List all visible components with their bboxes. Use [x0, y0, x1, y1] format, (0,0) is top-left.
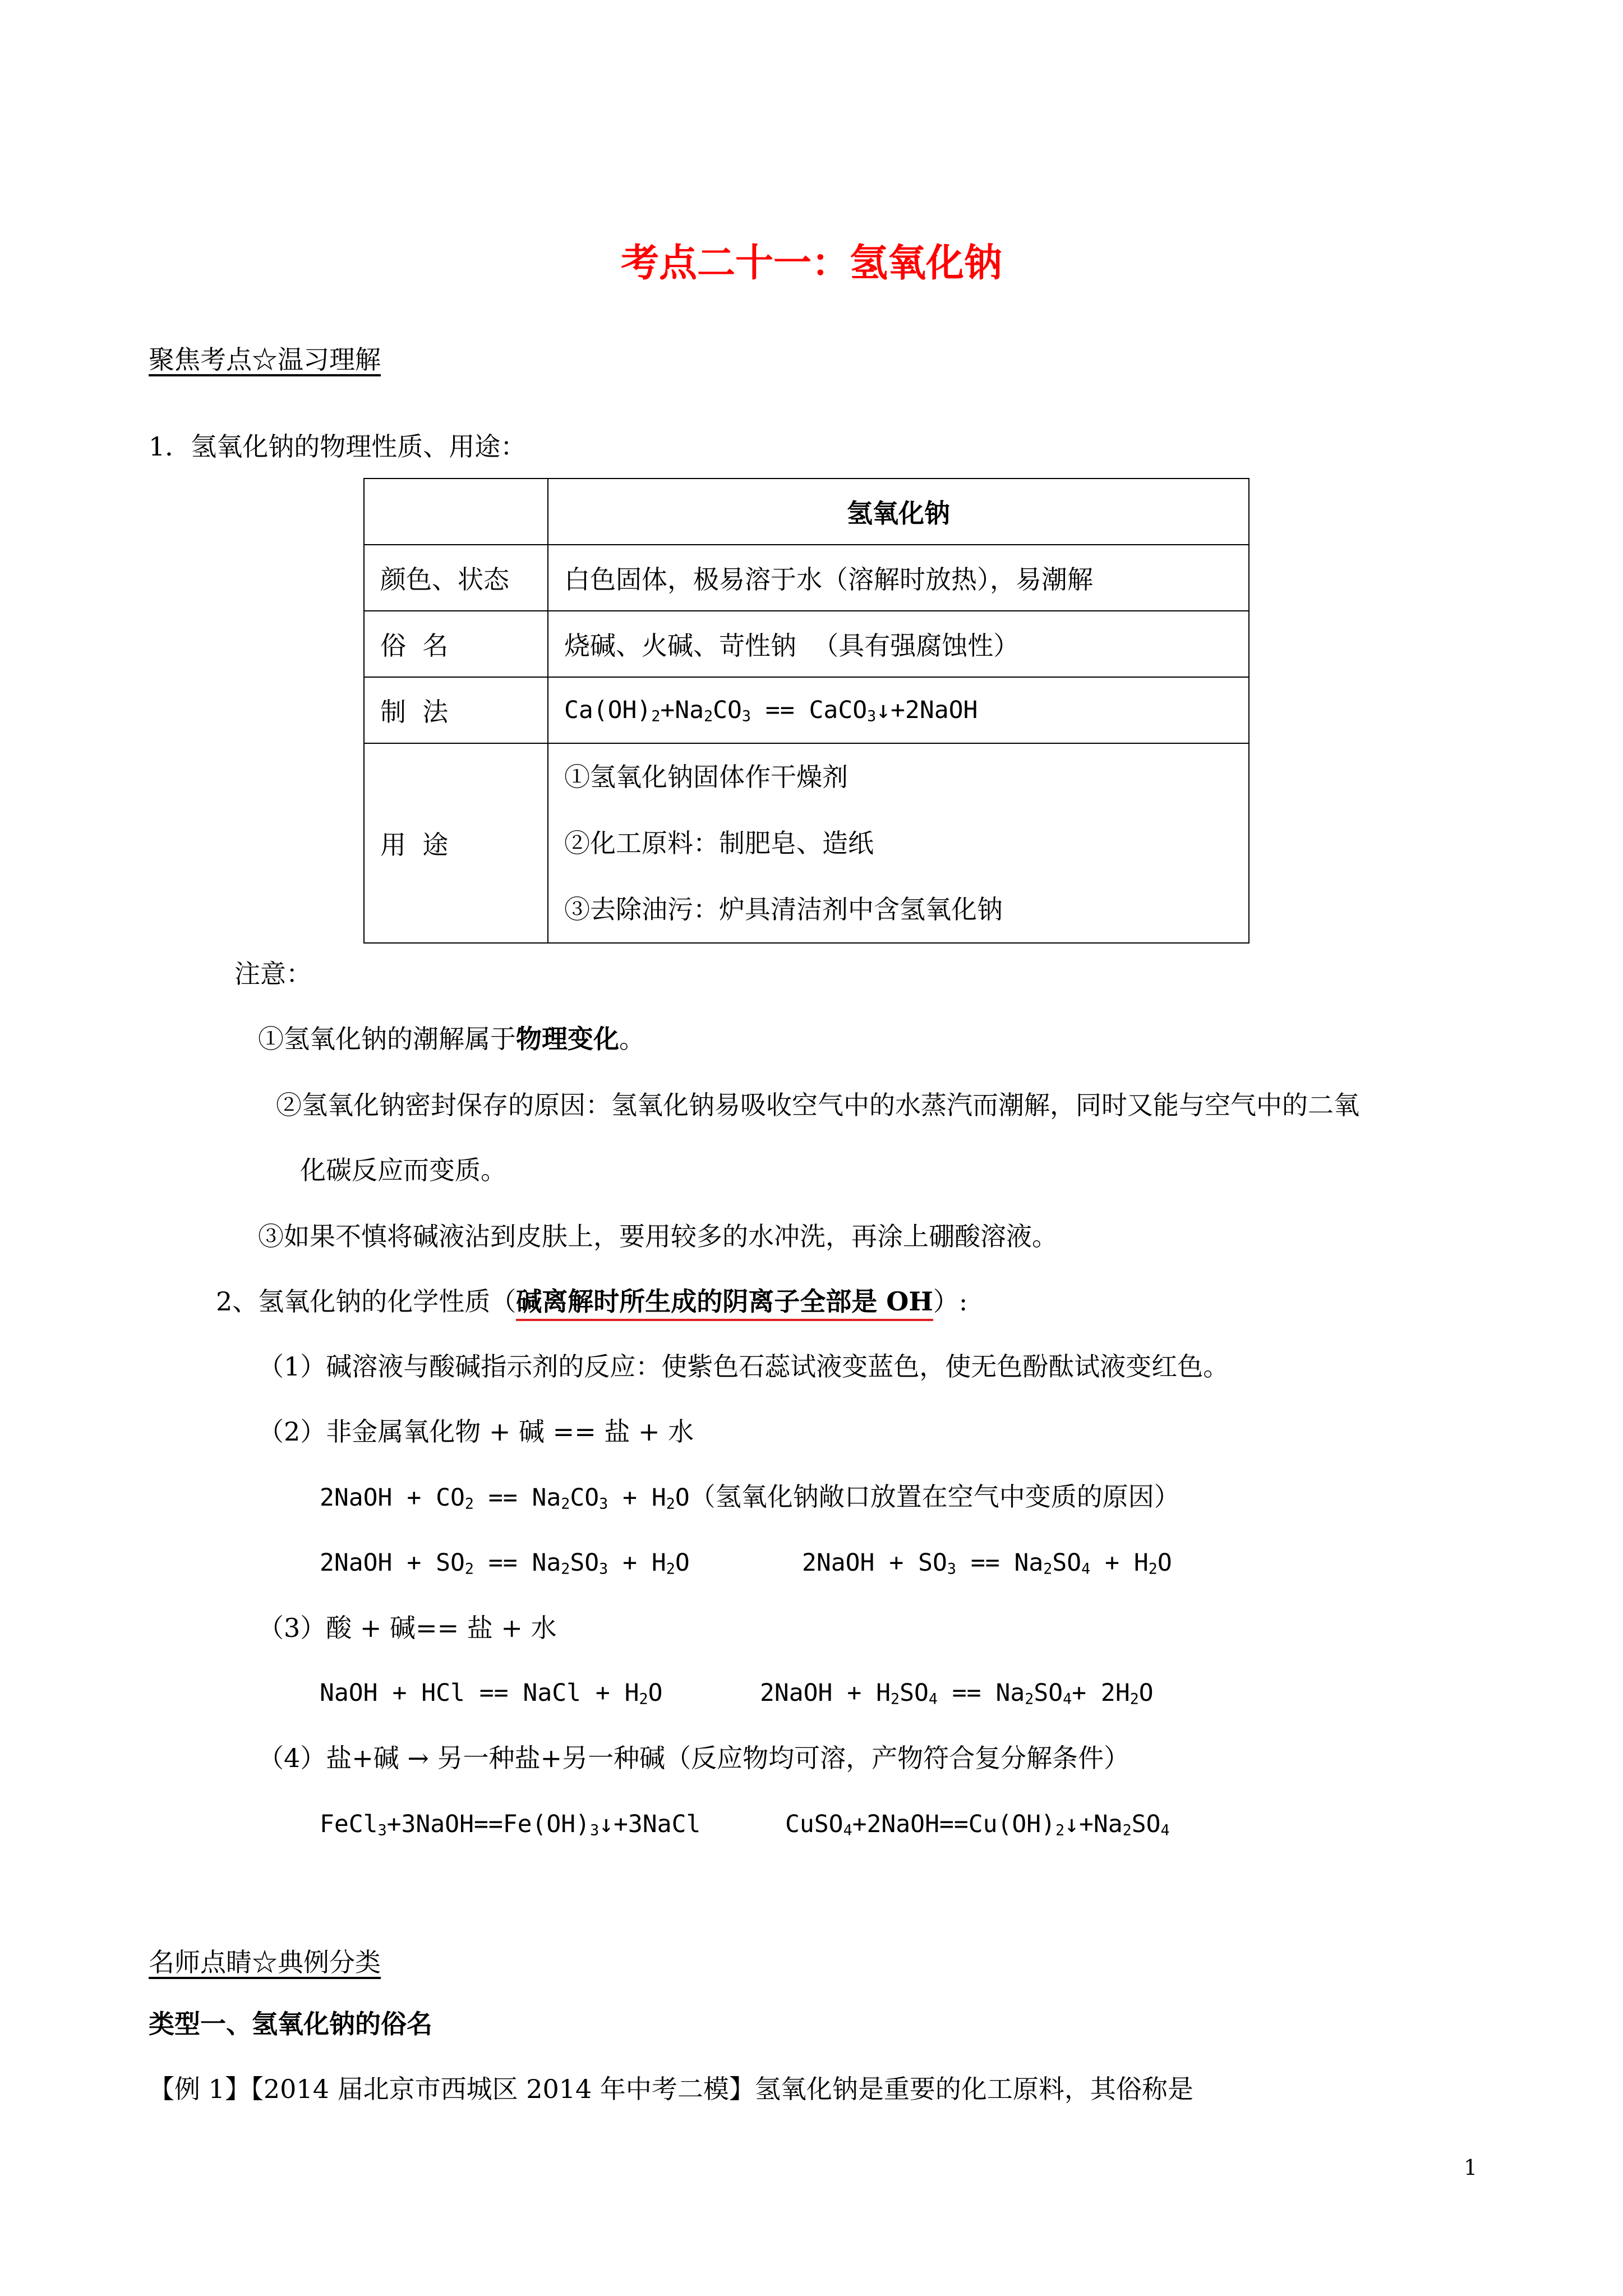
equation-fecl3: $FeCl_3+3NaOH==Fe(OH)_3↓+3NaCl$: [320, 1810, 701, 1839]
property-1: （1）碱溶液与酸碱指示剂的反应：使紫色石蕊试液变蓝色，使无色酚酞试液变红色。: [258, 1351, 1229, 1382]
equation-co2: 2NaOH + $CO_2 == Na_2CO_3 + H_2O$: [320, 1484, 690, 1513]
equation-cuso4: $CuSO_4+2NaOH==Cu(OH)_2↓+Na_2SO_4$: [785, 1810, 1170, 1839]
row-label-preparation: 制 法: [364, 677, 548, 743]
property-2: （2）非金属氧化物 + 碱 == 盐 + 水: [258, 1416, 694, 1447]
section-heading-examples: 名师点睛☆典例分类: [149, 1947, 381, 1977]
table-header: 氢氧化钠: [548, 478, 1249, 545]
equation-so2: 2NaOH + $SO_2 == Na_2SO_3 + H_2O$: [320, 1549, 690, 1578]
use-item-2: ②化工原料：制肥皂、造纸: [564, 828, 874, 858]
property-4: （4）盐+碱 → 另一种盐+另一种碱（反应物均可溶，产物符合复分解条件）: [258, 1743, 1130, 1773]
note-label: 注意：: [234, 959, 312, 989]
row-value-common-name: 烧碱、火碱、苛性钠 （具有强腐蚀性）: [548, 611, 1249, 677]
note-1: ①氢氧化钠的潮解属于物理变化。: [258, 1024, 645, 1054]
naoh-properties-table: [363, 478, 1249, 944]
section-heading-focus: 聚焦考点☆温习理解: [149, 344, 381, 375]
use-item-1: ①氢氧化钠固体作干燥剂: [564, 762, 848, 792]
note-2-line-1: ②氢氧化钠密封保存的原因：氢氧化钠易吸收空气中的水蒸汽而潮解，同时又能与空气中的二氧: [276, 1090, 1359, 1120]
property-3: （3）酸 + 碱== 盐 + 水: [258, 1613, 557, 1643]
row-label-uses: 用 途: [364, 743, 548, 943]
note-3: ③如果不慎将碱液沾到皮肤上，要用较多的水冲洗，再涂上硼酸溶液。: [258, 1221, 1058, 1251]
item-1-heading: 1．氢氧化钠的物理性质、用途：: [149, 431, 527, 462]
table-corner-cell: [364, 478, 548, 545]
equation-so3: 2NaOH + $SO_3 == Na_2SO_4 + H_2O$: [802, 1549, 1172, 1578]
type-1-heading: 类型一、氢氧化钠的俗名: [149, 2009, 432, 2039]
row-label-color-state: 颜色、状态: [364, 545, 548, 611]
item-2-heading: 2、氢氧化钠的化学性质（碱离解时所生成的阴离子全部是 OH）:: [216, 1286, 967, 1317]
row-label-common-name: 俗 名: [364, 611, 548, 677]
row-value-color-state: 白色固体，极易溶于水（溶解时放热），易潮解: [548, 545, 1249, 611]
row-value-preparation: $Ca(OH)_2+Na_2CO_3$ == CaCO$_3$↓+2NaOH: [548, 677, 1249, 743]
use-item-3: ③去除油污：炉具清洁剂中含氢氧化钠: [564, 894, 1003, 924]
note-2-line-2: 化碳反应而变质。: [300, 1155, 506, 1185]
row-value-uses: [548, 743, 1249, 943]
page-number: 1: [1464, 2155, 1478, 2180]
equation-h2so4: 2NaOH + $H_2SO_4 == Na_2SO_4+ 2H_2O$: [760, 1679, 1154, 1708]
equation-hcl: NaOH + HCl == NaCl + $H_2O$: [320, 1679, 663, 1708]
base-definition: 碱离解时所生成的阴离子全部是 OH: [516, 1286, 933, 1321]
example-1: 【例 1】【2014 届北京市西城区 2014 年中考二模】氢氧化钠是重要的化工原料，其俗称是: [149, 2074, 1193, 2104]
equation-co2-line: 2NaOH + $CO_2 == Na_2CO_3 + H_2O$（氢氧化钠敞口放置在空气中变质的原因）: [320, 1481, 1180, 1513]
page-title: 考点二十一：氢氧化钠: [620, 241, 1002, 286]
